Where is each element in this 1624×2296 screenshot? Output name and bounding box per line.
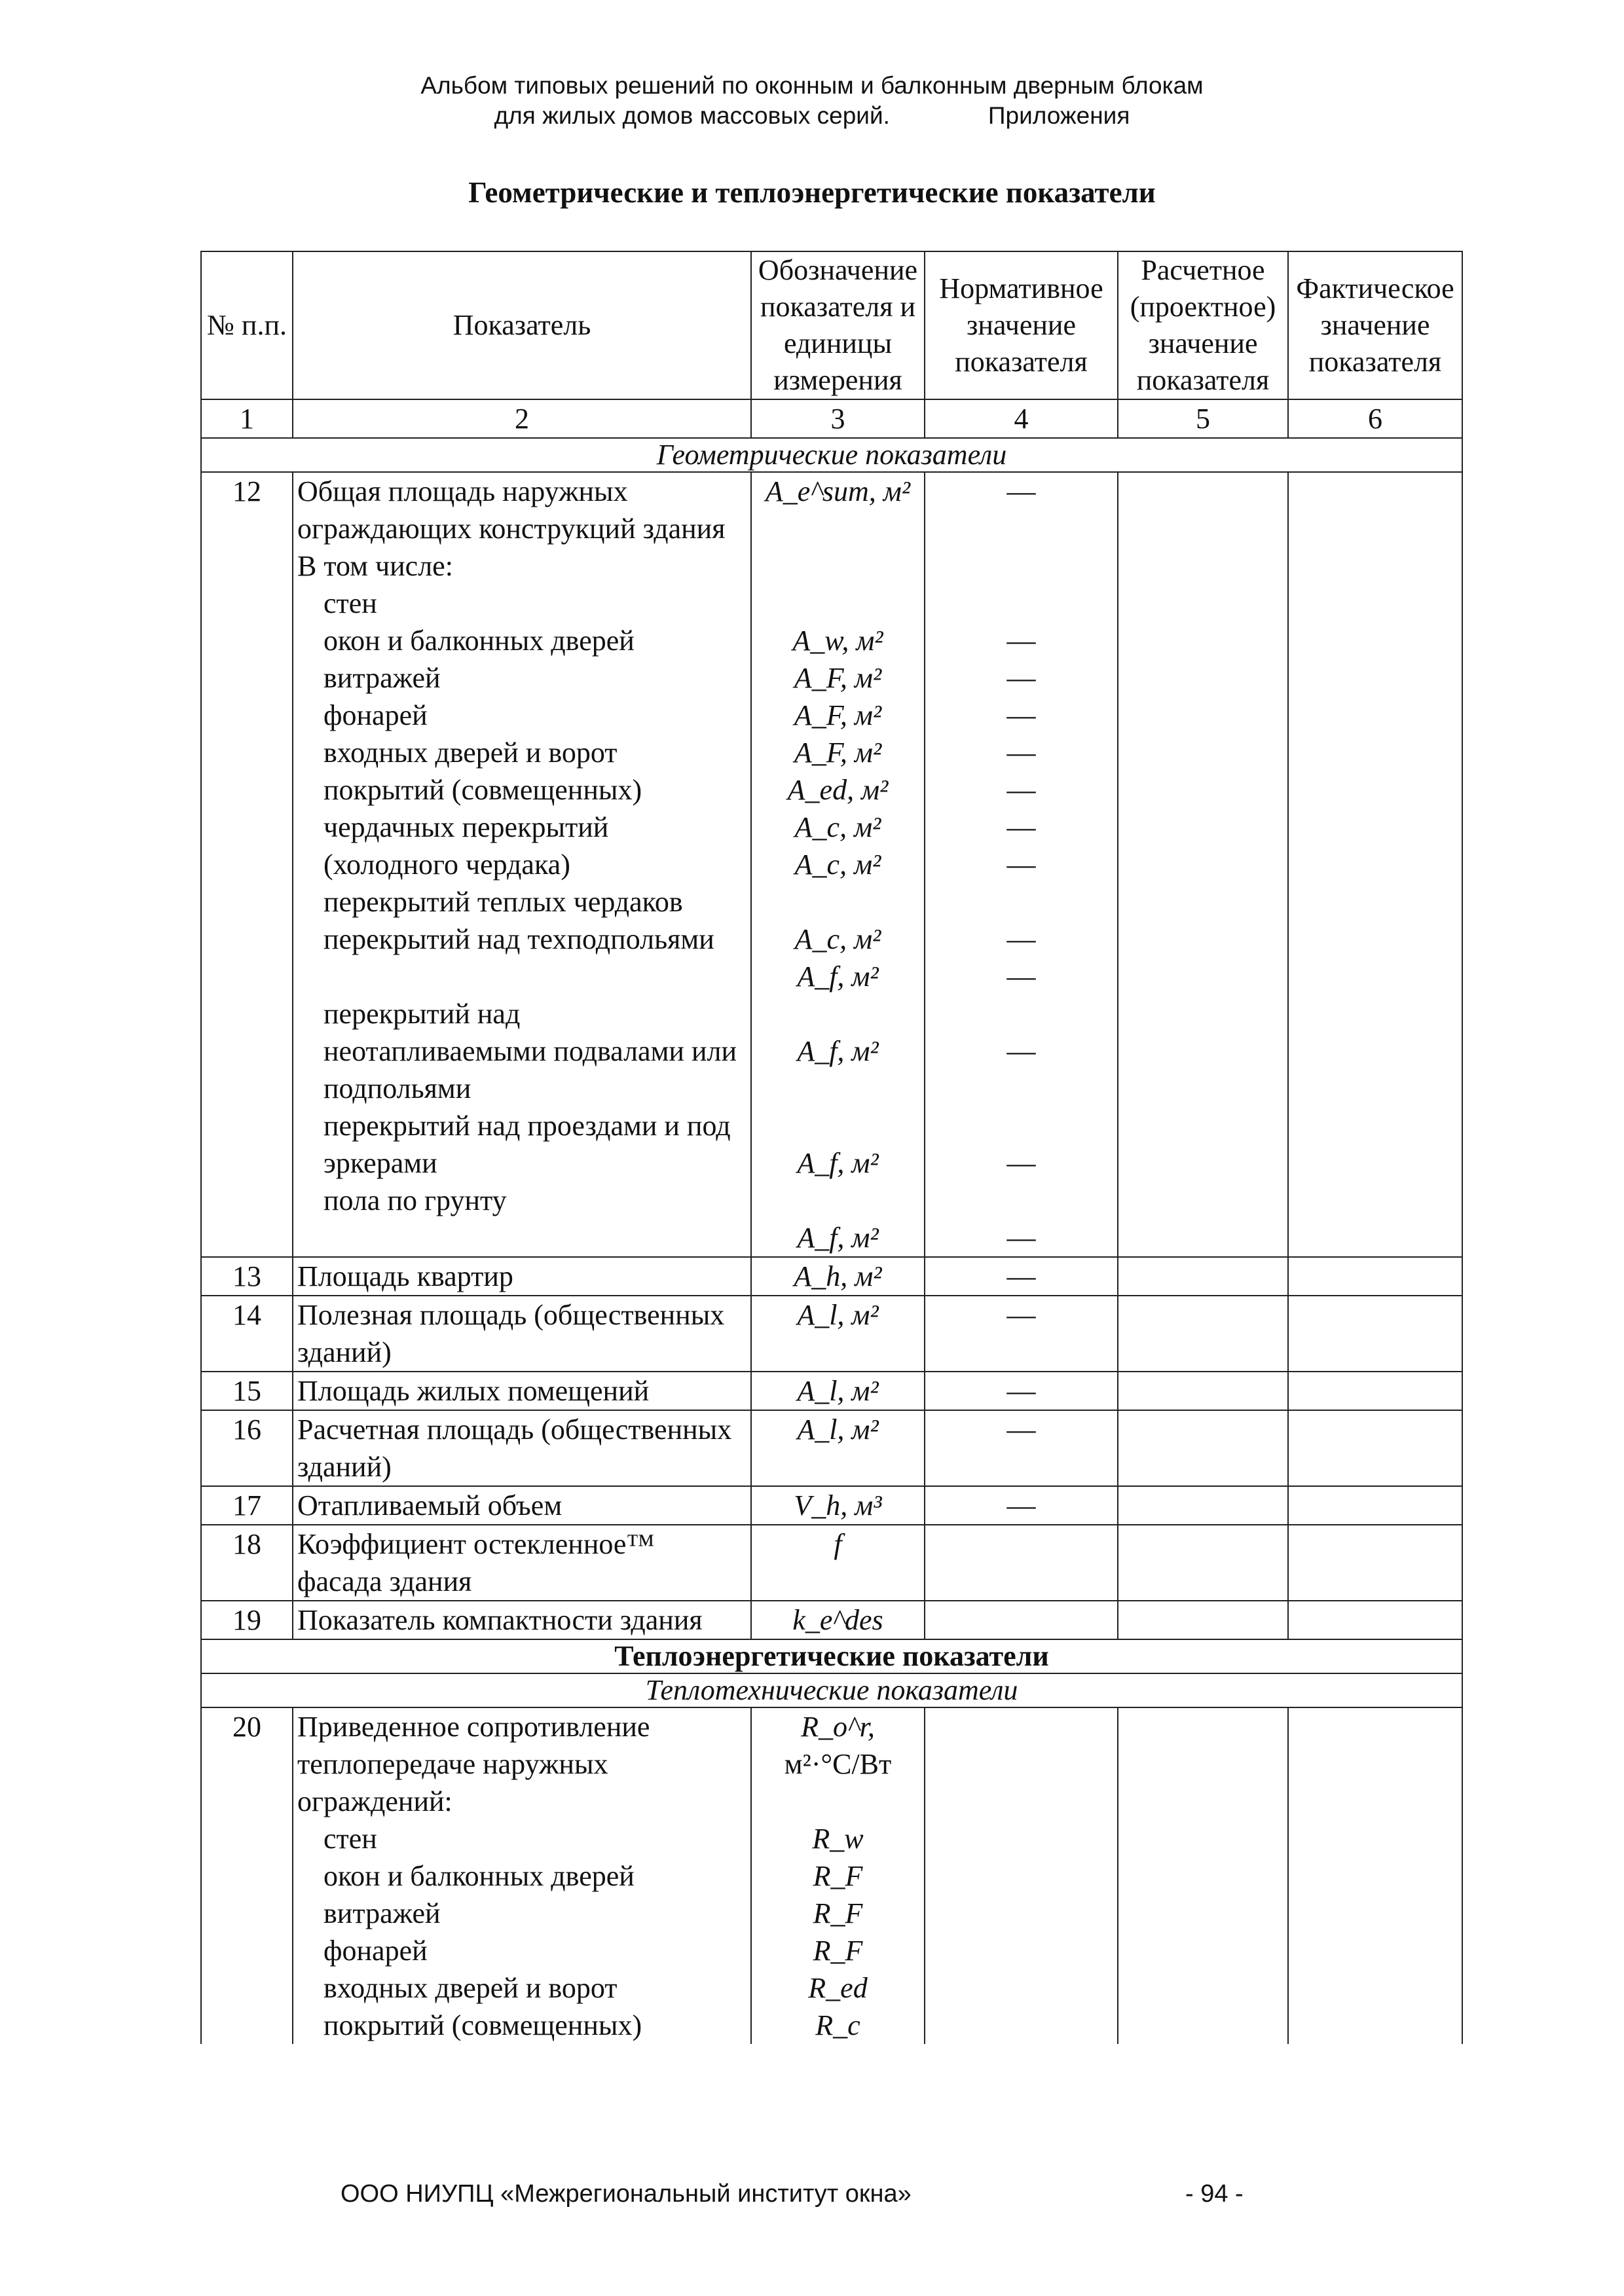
row-calculated [1118,1410,1288,1486]
table-row [201,1410,1462,1486]
col-header-actual: Фактическое значение показателя [1288,251,1462,399]
row-label: Отапливаемый объем [293,1486,751,1525]
row-number: 20 [201,1707,293,2044]
symbol: A_w, м² [792,625,883,657]
symbol: A_f, м² [797,1147,879,1179]
column-numbers-row [201,399,1462,438]
row-label: Площадь жилых помещений [293,1372,751,1410]
col-header-indicator: Показатель [293,251,751,399]
row-normative [925,1707,1118,2044]
col-header-symbol: Обозначение показателя и единицы измерения [751,251,925,399]
dash: — [1006,811,1036,843]
symbol: A_e^sum, м² [765,475,911,507]
row-symbol: V_h, м³ [751,1486,925,1525]
row-symbol: A_l, м² [751,1372,925,1410]
sub-item: пола по грунту [323,1184,507,1216]
row-label: Площадь квартир [293,1257,751,1296]
sub-item: перекрытий над неотапливаемыми подвалами или подпольями [323,998,737,1104]
row-title: Приведенное сопротивление теплопередаче наружных ограждений: [297,1711,650,1817]
sub-item: покрытий (совмещенных) [323,774,642,806]
sub-item: входных дверей и ворот [323,737,618,769]
sub-item: витражей [323,1897,441,1929]
row-number: 12 [201,472,293,1257]
row-number: 15 [201,1372,293,1410]
row-number: 14 [201,1296,293,1372]
row-symbol: f [751,1525,925,1601]
dash: — [1006,923,1036,955]
row-calculated [1118,1486,1288,1525]
symbol: A_ed, м² [787,774,889,806]
sub-item: перекрытий над техподпольями [323,923,714,955]
row-calculated [1118,1707,1288,2044]
row-symbol: A_l, м² [751,1296,925,1372]
col-number: 6 [1288,399,1462,438]
dash: — [1006,625,1036,657]
row-number: 19 [201,1601,293,1639]
col-number: 3 [751,399,925,438]
table-row-20 [201,1707,1462,2044]
dash: — [1006,475,1036,507]
header-series: для жилых домов массовых серий. [494,102,890,129]
row-number: 16 [201,1410,293,1486]
sub-item: стен [323,587,377,619]
row-normative: — [925,1410,1118,1486]
row-number: 18 [201,1525,293,1601]
blank [756,585,920,622]
section-geometric: Геометрические показатели [201,438,1462,472]
footer-org: ООО НИУПЦ «Межрегиональный институт окна» [341,2180,912,2208]
row-actual [1288,1601,1462,1639]
row-number: 13 [201,1257,293,1296]
symbol: R_o^r, [801,1711,875,1743]
row-normative: — [925,1486,1118,1525]
sub-item: фонарей [323,1935,428,1967]
symbol: A_f, м² [797,960,879,993]
section-row [201,438,1462,472]
symbol: A_c, м² [794,811,881,843]
sub-item: стен [323,1823,377,1855]
row-actual [1288,1296,1462,1372]
row-label: Расчетная площадь (общественных зданий) [293,1410,751,1486]
table-row [201,1525,1462,1601]
row-calculated [1118,1525,1288,1601]
symbol: R_F [813,1897,863,1929]
sub-item: чердачных перекрытий (холодного чердака) [323,811,609,881]
sub-item: перекрытий над проездами и под эркерами [323,1110,731,1179]
sub-item: перекрытий теплых чердаков [323,886,683,918]
symbol: A_F, м² [794,699,882,731]
row-calculated [1118,472,1288,1257]
page-number: - 94 - [1185,2180,1244,2208]
table-row [201,1257,1462,1296]
col-header-num: № п.п. [201,251,293,399]
blank [929,585,1113,622]
row-symbol [751,1707,925,2044]
row-calculated [1118,1296,1288,1372]
row-actual [1288,1525,1462,1601]
symbol: A_f, м² [797,1222,879,1254]
col-header-calculated: Расчетное (проектное) значение показателя [1118,251,1288,399]
table-row-12 [201,472,1462,1257]
section-row [201,1673,1462,1707]
row-label: Полезная площадь (общественных зданий) [293,1296,751,1372]
symbol: R_F [813,1860,863,1892]
header-line-2 [0,101,1624,131]
table-row [201,1486,1462,1525]
table-row [201,1601,1462,1639]
symbol: A_f, м² [797,1035,879,1067]
row-actual [1288,472,1462,1257]
unit: м²·°С/Вт [784,1748,892,1780]
row-label: Показатель компактности здания [293,1601,751,1639]
dash: — [1006,699,1036,731]
symbol: R_w [812,1823,864,1855]
row-calculated [1118,1372,1288,1410]
row-actual [1288,1707,1462,2044]
row-calculated [1118,1601,1288,1639]
symbol: R_F [813,1935,863,1967]
col-number: 1 [201,399,293,438]
sub-item: покрытий (совмещенных) [323,2009,642,2041]
row-symbol [751,472,925,1257]
header-line-1: Альбом типовых решений по оконным и балконным дверным блокам [420,72,1204,99]
symbol: R_c [815,2009,860,2041]
symbol: A_F, м² [794,662,882,694]
page-title: Геометрические и теплоэнергетические показатели [468,176,1156,209]
table-row [201,1372,1462,1410]
row-normative [925,1525,1118,1601]
row-label [293,1707,751,2044]
sub-item: окон и балконных дверей [323,625,635,657]
sub-item: витражей [323,662,441,694]
dash: — [1006,848,1036,881]
row-label: Коэффициент остекленное™ фасада здания [293,1525,751,1601]
symbol: R_ed [808,1972,868,2004]
row-actual [1288,1372,1462,1410]
symbol: A_F, м² [794,737,882,769]
row-normative [925,472,1118,1257]
table-row [201,1296,1462,1372]
row-actual [1288,1410,1462,1486]
dash: — [1006,662,1036,694]
row-normative: — [925,1257,1118,1296]
section-thermotechnical: Теплотехнические показатели [201,1673,1462,1707]
section-thermal: Теплоэнергетические показатели [201,1639,1462,1673]
indicators-table [200,251,1463,2044]
row-label [293,472,751,1257]
sub-item: окон и балконных дверей [323,1860,635,1892]
col-number: 2 [293,399,751,438]
row-normative: — [925,1296,1118,1372]
row-title: Общая площадь наружных ограждающих конструкций здания [297,475,726,545]
row-symbol: A_h, м² [751,1257,925,1296]
including-label: В том числе: [297,550,453,582]
header-appendix: Приложения [987,102,1130,129]
row-normative [925,1601,1118,1639]
row-actual [1288,1257,1462,1296]
sub-item: входных дверей и ворот [323,1972,618,2004]
table-header-row [201,251,1462,399]
col-header-normative: Нормативное значение показателя [925,251,1118,399]
dash: — [1006,774,1036,806]
row-calculated [1118,1257,1288,1296]
col-number: 4 [925,399,1118,438]
col-number: 5 [1118,399,1288,438]
symbol: A_c, м² [794,848,881,881]
dash: — [1006,737,1036,769]
row-actual [1288,1486,1462,1525]
dash: — [1006,960,1036,993]
dash: — [1006,1147,1036,1179]
row-symbol: A_l, м² [751,1410,925,1486]
row-normative: — [925,1372,1118,1410]
dash: — [1006,1222,1036,1254]
row-number: 17 [201,1486,293,1525]
section-row [201,1639,1462,1673]
symbol: A_c, м² [794,923,881,955]
dash: — [1006,1035,1036,1067]
row-symbol: k_e^des [751,1601,925,1639]
sub-item: фонарей [323,699,428,731]
